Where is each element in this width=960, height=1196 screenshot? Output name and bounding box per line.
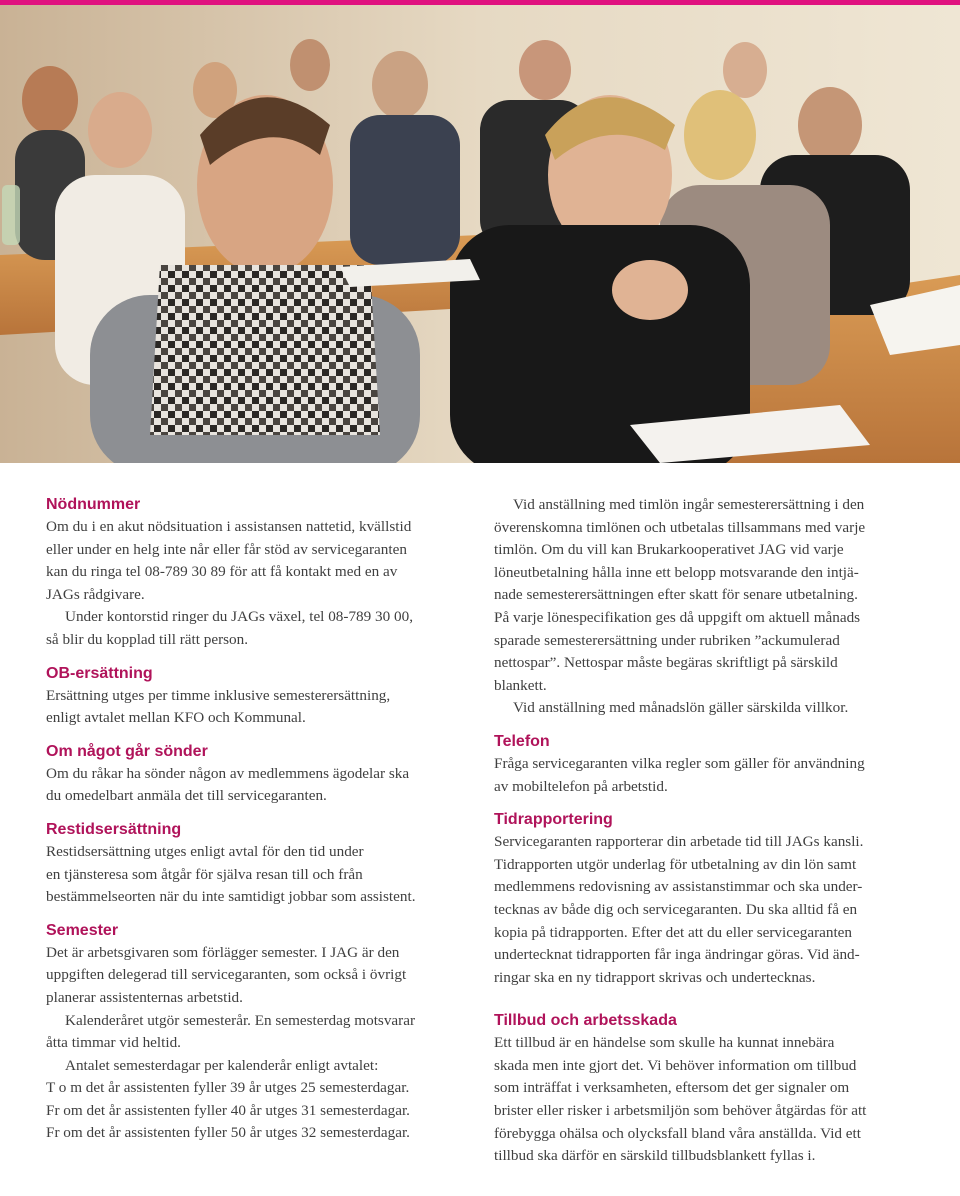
heading-ob-ersattning: OB-ersättning — [46, 664, 153, 682]
paragraph: Under kontorstid ringer du JAGs växel, tel 08-789 30 00, så blir du kopplad till rätt person. — [46, 608, 413, 648]
heading-tillbud-och-arbetsskada: Tillbud och arbetsskada — [494, 1012, 677, 1030]
paragraph: Fråga servicegaranten vilka regler som gäller för användning av mobiltelefon på arbetstid. — [494, 754, 865, 795]
paragraph: Ersättning utges per timme inklusive semesterersättning, enligt avtalet mellan KFO och Kommunal. — [46, 686, 391, 727]
paragraph: Om du i en akut nödsituation i assistansen nattetid, kvällstid eller under en helg inte når eller får stöd av servicegaranten kan du ringa tel 08-789 30 89 för att få kontakt med en av JAGs rådgivare. — [46, 518, 412, 603]
left-column — [46, 494, 471, 1145]
paragraph: Kalenderåret utgör semesterår. En semesterdag motsvarar åtta timmar vid heltid. — [46, 1011, 416, 1052]
heading-om-nagot-gar-sonder: Om något går sönder — [46, 742, 208, 760]
paragraph: Vid anställning med timlön ingår semesterersättning i den överenskomna timlönen och utbetalas tillsammans med varje timlön. Om du vill kan Brukarkooperativet JAG vid varje löneutbetalning hålla inne ett belopp motsvarande den intjä- nade semesterersättningen efter skatt för senare utbetalning. På varje lönespecifikation ges då uppgift om aktuell månads sparade semesterersättning under rubriken ”ackumulerad nettospar”. Nettospar måste begäras skriftligt på särskild blankett. — [494, 496, 866, 694]
paragraph: Ett tillbud är en händelse som skulle ha kunnat innebära skada men inte gjort det. Vi behöver information om tillbud som inträffat i verksamheten, eftersom det ger signaler om brister eller risker i arbetsmiljön som behöver åtgärdas för att förebygga ohälsa och olycksfall bland våra anställda. Vid ett tillbud ska därför en särskild tillbudsblankett fyllas i. — [494, 1034, 867, 1165]
paragraph: Det är arbetsgivaren som förlägger semester. I JAG är den uppgiften delegerad till servicegaranten, som också i övrigt planerar assistenternas arbetstid. — [46, 943, 407, 1006]
right-column — [494, 494, 934, 1168]
paragraph: Antalet semesterdagar per kalenderår enligt avtalet: T o m det år assistenten fyller 39 år utges 25 semesterdagar. Fr om det år assistenten fyller 40 år utges 31 semesterdagar. Fr om det år assistenten fyller 50 år utges 32 semesterdagar. — [46, 1056, 410, 1142]
heading-tidrapportering: Tidrapportering — [494, 811, 613, 829]
paragraph: Servicegaranten rapporterar din arbetade tid till JAGs kansli. Tidrapporten utgör underlag för utbetalning av din lön samt medlemmens redovisning av assistanstimmar och ska under- tecknas av både dig och servicegaranten. Du ska alltid få en kopia på tidrapporten. Efter det att du eller servicegaranten undertecknat tidrapporten får inga ändringar göras. Vid änd- ringar ska en ny tidrapport skrivas och undertecknas. — [494, 833, 864, 986]
paragraph: Vid anställning med månadslön gäller särskilda villkor. — [513, 699, 849, 717]
heading-semester: Semester — [46, 921, 119, 939]
heading-restidsersattning: Restidsersättning — [46, 820, 182, 838]
heading-nodnummer: Nödnummer — [46, 496, 141, 513]
seminar-photo — [0, 5, 960, 463]
paragraph: Om du råkar ha sönder någon av medlemmens ägodelar ska du omedelbart anmäla det till servicegaranten. — [46, 764, 410, 805]
paragraph: Restidsersättning utges enligt avtal för den tid under en tjänsteresa som åtgår för själva resan till och från bestämmelseorten när du inte samtidigt jobbar som assistent. — [46, 842, 416, 906]
heading-telefon: Telefon — [494, 732, 550, 750]
